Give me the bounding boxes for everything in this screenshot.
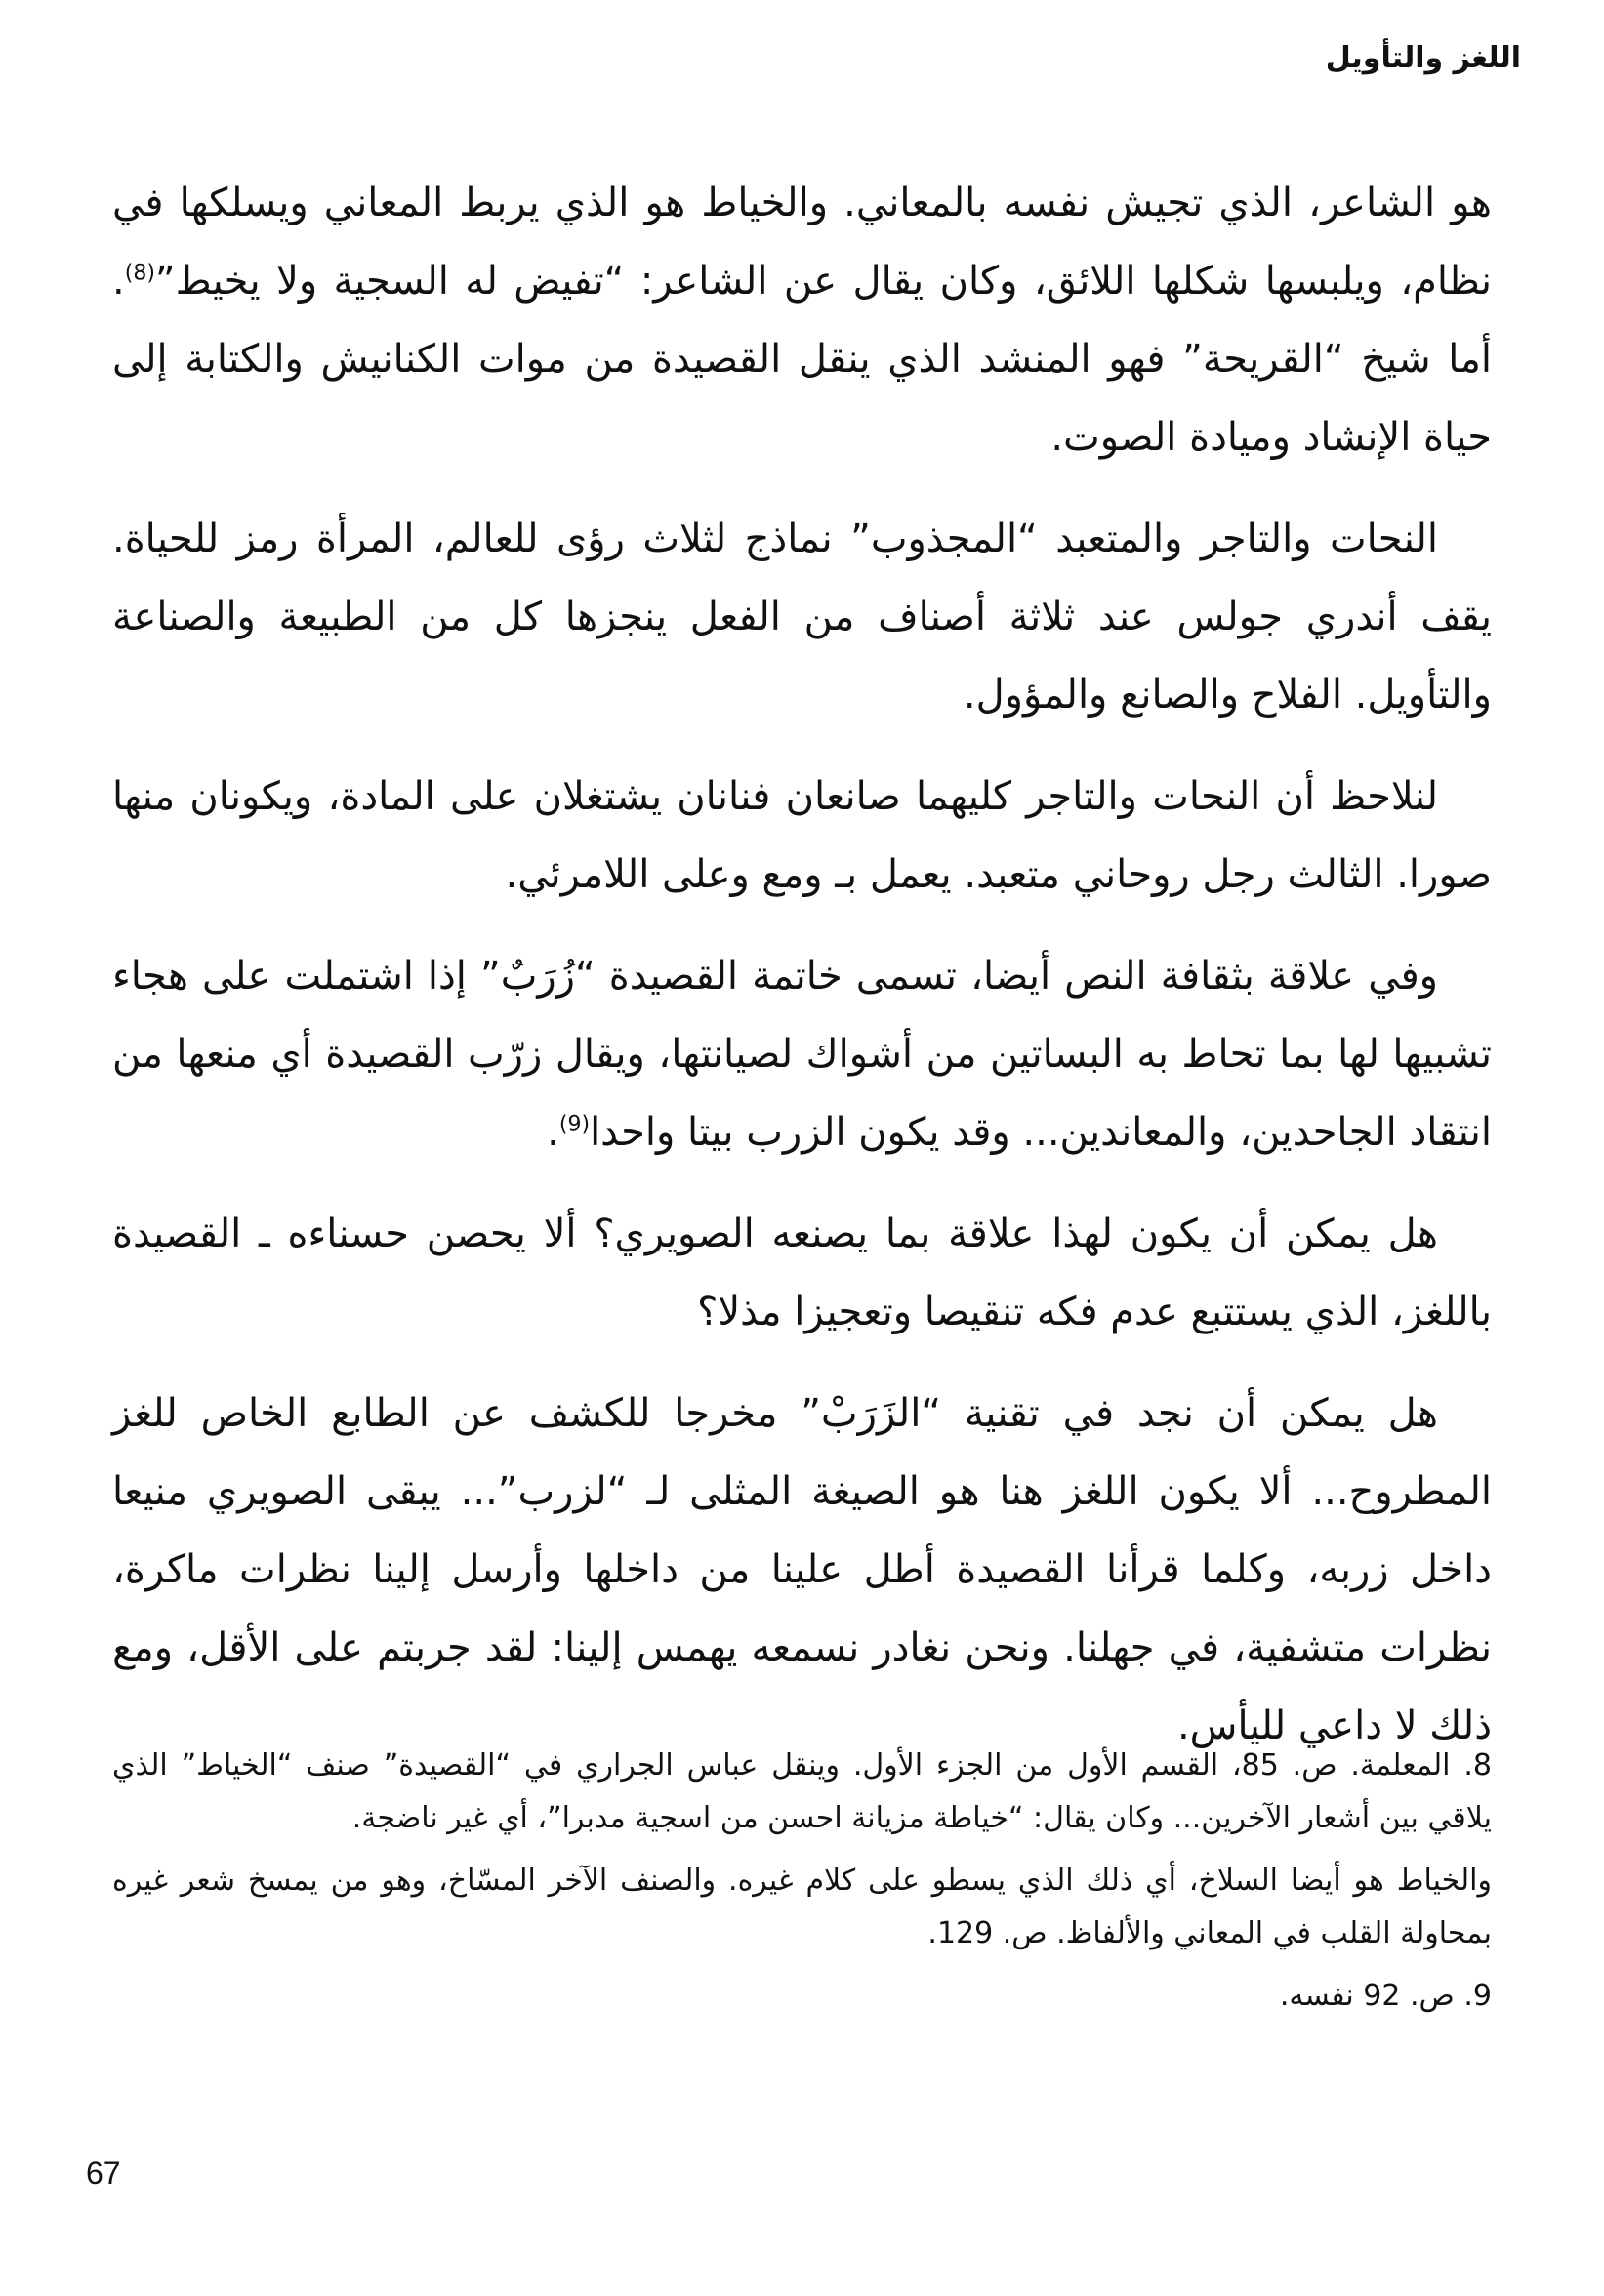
paragraph-3: لنلاحظ أن النحات والتاجر كليهما صانعان فنانان يشتغلان على المادة، ويكونان منها صورا. الثالث رجل روحاني متعبد. يعمل بـ ومع وعلى اللامرئي. [112,774,1492,897]
paragraph-2: النحات والتاجر والمتعبد “المجذوب” نماذج لثلاث رؤى للعالم، المرأة رمز للحياة. يقف أندري جولس عند ثلاثة أصناف من الفعل ينجزها كل من الطبيعة والصناعة والتأويل. الفلاح والصانع والمؤول. [112,516,1492,718]
paragraph-1-tail: . أما شيخ “القريحة” فهو المنشد الذي ينقل القصيدة من موات الكنانيش والكتابة إلى حياة الإنشاد وميادة الصوت. [112,259,1492,460]
footnote-ref-9: (9) [558,1112,591,1137]
paragraph-4-tail: . [547,1110,559,1155]
page-number: 67 [86,2155,121,2191]
footnote-8-continued: والخياط هو أيضا السلاخ، أي ذلك الذي يسطو على كلام غيره. والصنف الآخر المسّاخ، وهو من يمسخ شعر غيره بمحاولة القلب في المعاني والألفاظ. ص. 129. [112,1864,1492,1950]
running-title: اللغز والتأويل [1325,41,1521,75]
paragraph-1-text: هو الشاعر، الذي تجيش نفسه بالمعاني. والخياط هو الذي يربط المعاني ويسلكها في نظام، ويلبسها شكلها اللائق، وكان يقال عن الشاعر: “تفيض له السجية ولا يخيط” [112,181,1492,304]
main-text [112,164,1492,1788]
footnotes [112,1740,1492,2032]
paragraph-1 [112,164,1492,476]
paragraph-5: هل يمكن أن يكون لهذا علاقة بما يصنعه الصويري؟ ألا يحصن حسناءه ـ القصيدة باللغز، الذي يستتبع عدم فكه تنقيصا وتعجيزا مذلا؟ [112,1211,1492,1334]
footnote-9: 9. ص. 92 نفسه. [1279,1979,1492,2013]
paragraph-4 [112,937,1492,1171]
paragraph-4-text: وفي علاقة بثقافة النص أيضا، تسمى خاتمة القصيدة “زُرَبٌ” إذا اشتملت على هجاء تشبيها لها بما تحاط به البساتين من أشواك لصيانتها، ويقال زرّب القصيدة أي منعها من انتقاد الجاحدين، والمعاندين... وقد يكون الزرب بيتا واحدا [112,954,1492,1155]
footnote-ref-8: (8) [124,261,155,286]
footnote-8: 8. المعلمة. ص. 85، القسم الأول من الجزء الأول. وينقل عباس الجراري في “القصيدة” صنف “الخياط” الذي يلاقي بين أشعار الآخرين... وكان يقال: “خياطة مزيانة احسن من اسجية مدبرا”، أي غير ناضجة. [112,1748,1493,1835]
paragraph-6: هل يمكن أن نجد في تقنية “الزَرَبْ” مخرجا للكشف عن الطابع الخاص للغز المطروح... ألا يكون اللغز هنا هو الصيغة المثلى لـ “لزرب”... يبقى الصويري منيعا داخل زربه، وكلما قرأنا القصيدة أطل علينا من داخلها وأرسل إلينا نظرات ماكرة، نظرات متشفية، في جهلنا. ونحن نغادر نسمعه يهمس إلينا: لقد جربتم على الأقل، ومع ذلك لا داعي لليأس. [112,1391,1492,1748]
